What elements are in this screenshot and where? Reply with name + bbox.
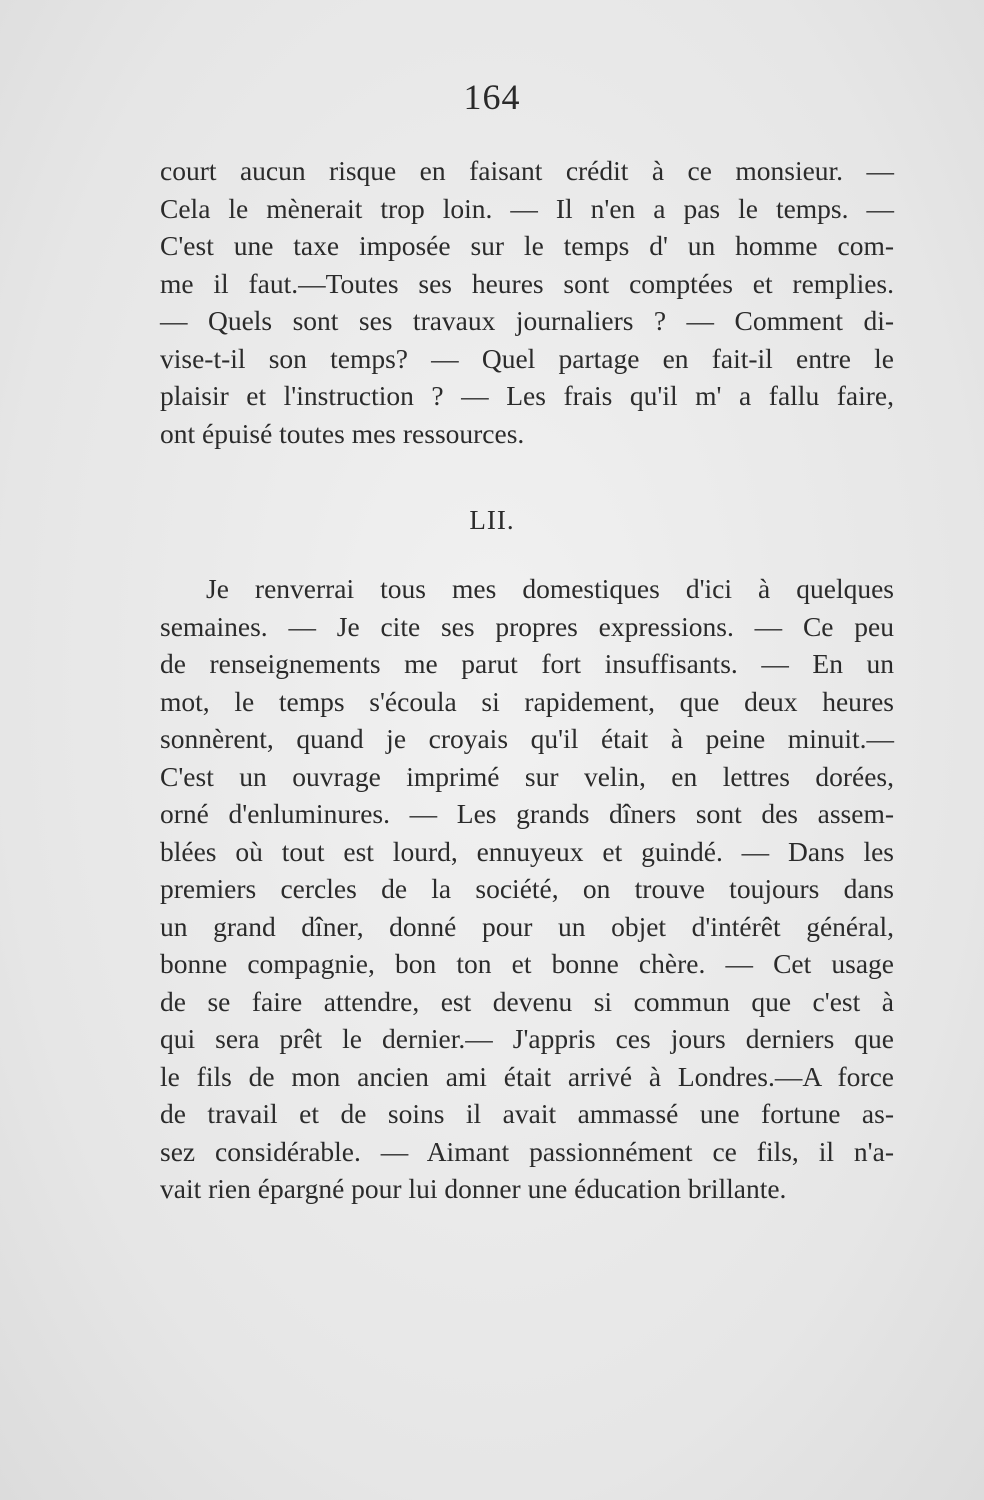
text-line: de se faire attendre, est devenu si commun que c'est à bbox=[160, 985, 894, 1017]
text-line: C'est un ouvrage imprimé sur velin, en lettres dorées, bbox=[160, 760, 894, 792]
text-line: Je renverrai tous mes domestiques d'ici à quelques bbox=[206, 573, 894, 604]
text-line: court aucun risque en faisant crédit à ce monsieur. — bbox=[160, 155, 894, 186]
text-line: premiers cercles de la société, on trouve toujours dans bbox=[160, 873, 894, 904]
text-line: de renseignements me parut fort insuffisants. — En un bbox=[160, 648, 894, 679]
text-line: bonne compagnie, bon ton et bonne chère. — Cet usage bbox=[160, 948, 894, 979]
text-line: sez considérable. — Aimant passionnément ce fils, il n'a- bbox=[160, 1135, 894, 1167]
text-line: ont épuisé toutes mes ressources. bbox=[160, 417, 525, 449]
page-number: 164 bbox=[463, 77, 521, 117]
text-line: orné d'enluminures. — Les grands dîners sont des assem- bbox=[160, 798, 894, 829]
paragraph-continued bbox=[160, 152, 894, 452]
text-line: C'est une taxe imposée sur le temps d' un homme com- bbox=[160, 230, 894, 261]
text-line: me il faut.—Toutes ses heures sont comptées et remplies. bbox=[160, 267, 894, 299]
text-line: qui sera prêt le dernier.— J'appris ces jours derniers que bbox=[160, 1023, 894, 1054]
text-line: — Quels sont ses travaux journaliers ? — Comment di- bbox=[160, 305, 894, 336]
text-line: le fils de mon ancien ami était arrivé à Londres.—A force bbox=[160, 1060, 894, 1092]
text-line: vise-t-il son temps? — Quel partage en fait-il entre le bbox=[160, 342, 894, 374]
text-line: vait rien épargné pour lui donner une éducation brillante. bbox=[160, 1173, 787, 1204]
text-line: de travail et de soins il avait ammassé une fortune as- bbox=[160, 1098, 894, 1129]
text-line: mot, le temps s'écoula si rapidement, que deux heures bbox=[160, 685, 894, 717]
text-line: blées où tout est lourd, ennuyeux et guindé. — Dans les bbox=[160, 835, 894, 867]
paragraph-lii bbox=[160, 570, 894, 1208]
text-line: un grand dîner, donné pour un objet d'intérêt général, bbox=[160, 910, 894, 942]
text-line: plaisir et l'instruction ? — Les frais qu'il m' a fallu faire, bbox=[160, 380, 894, 411]
section-heading: LII. bbox=[469, 505, 515, 535]
text-line: semaines. — Je cite ses propres expressions. — Ce peu bbox=[160, 610, 894, 642]
text-line: sonnèrent, quand je croyais qu'il était à peine minuit.— bbox=[160, 723, 894, 754]
text-line: Cela le mènerait trop loin. — Il n'en a pas le temps. — bbox=[160, 192, 894, 224]
